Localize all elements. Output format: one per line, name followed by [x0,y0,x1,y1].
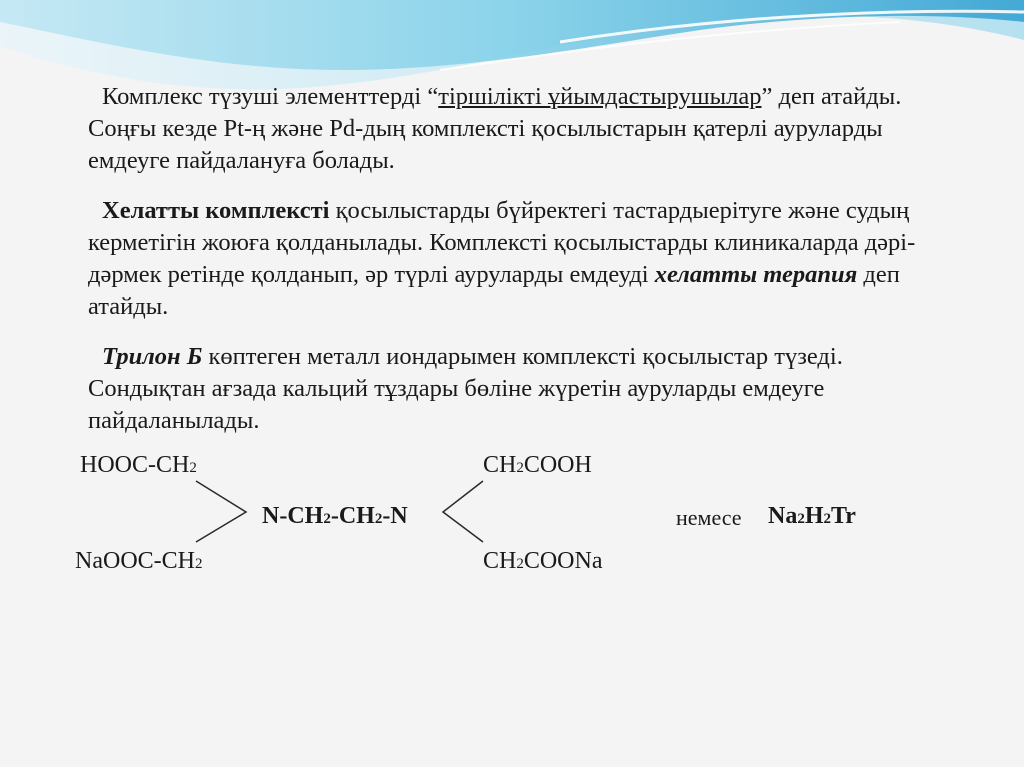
underlined-term: тіршілікті ұйымдастырушылар [438,83,762,110]
p3-text: көптеген металл иондарымен комплексті қосылыстар түзеді. Сондықтан ағзада кальций тұздары бөліне жүретін ауруларды емдеуге пайдаланылады. [88,343,843,434]
formula-top-right: CH2COOH [483,452,592,478]
p1-text-start: Комплекс түзуші элементтерді “ [102,83,439,110]
formula-or-word: немесе [676,505,742,530]
formula-short-name: Na2H2Tr [768,503,856,529]
formula-bottom-right: CH2COONa [483,548,603,574]
formula-bottom-left: NaOOC-CH2 [75,548,203,574]
trilon-term: Трилон Б [102,343,203,370]
p2-text-2: деп атайды. [88,261,900,320]
left-bond-bracket [196,481,246,542]
formula-top-left: HOOC-CH2 [80,452,197,478]
right-bond-bracket [443,481,483,542]
formula-center-edta: N-CH2-CH2-N [262,503,408,529]
paragraph-chelate [88,195,958,323]
chelate-therapy-term: хелатты терапия [654,261,858,288]
chelate-bold-term: Хелатты комплексті [102,197,330,224]
p2-text-1: қосылыстарды бүйректегі тастардыерітуге және судың керметігін жоюға қолданылады. Комплексті қосылыстарды клиникаларда дәрі-дәрмек ретінде қолданып, әр түрлі ауруларды емдеуді [88,197,916,288]
paragraph-trilon [88,341,958,437]
paragraph-complex-elements [88,81,958,177]
p1-text-end: ” деп атайды. Соңғы кезде Pt-ң және Pd-дың комплексті қосылыстарын қатерлі ауруларды емдеуге пайдалануға болады. [88,83,902,174]
